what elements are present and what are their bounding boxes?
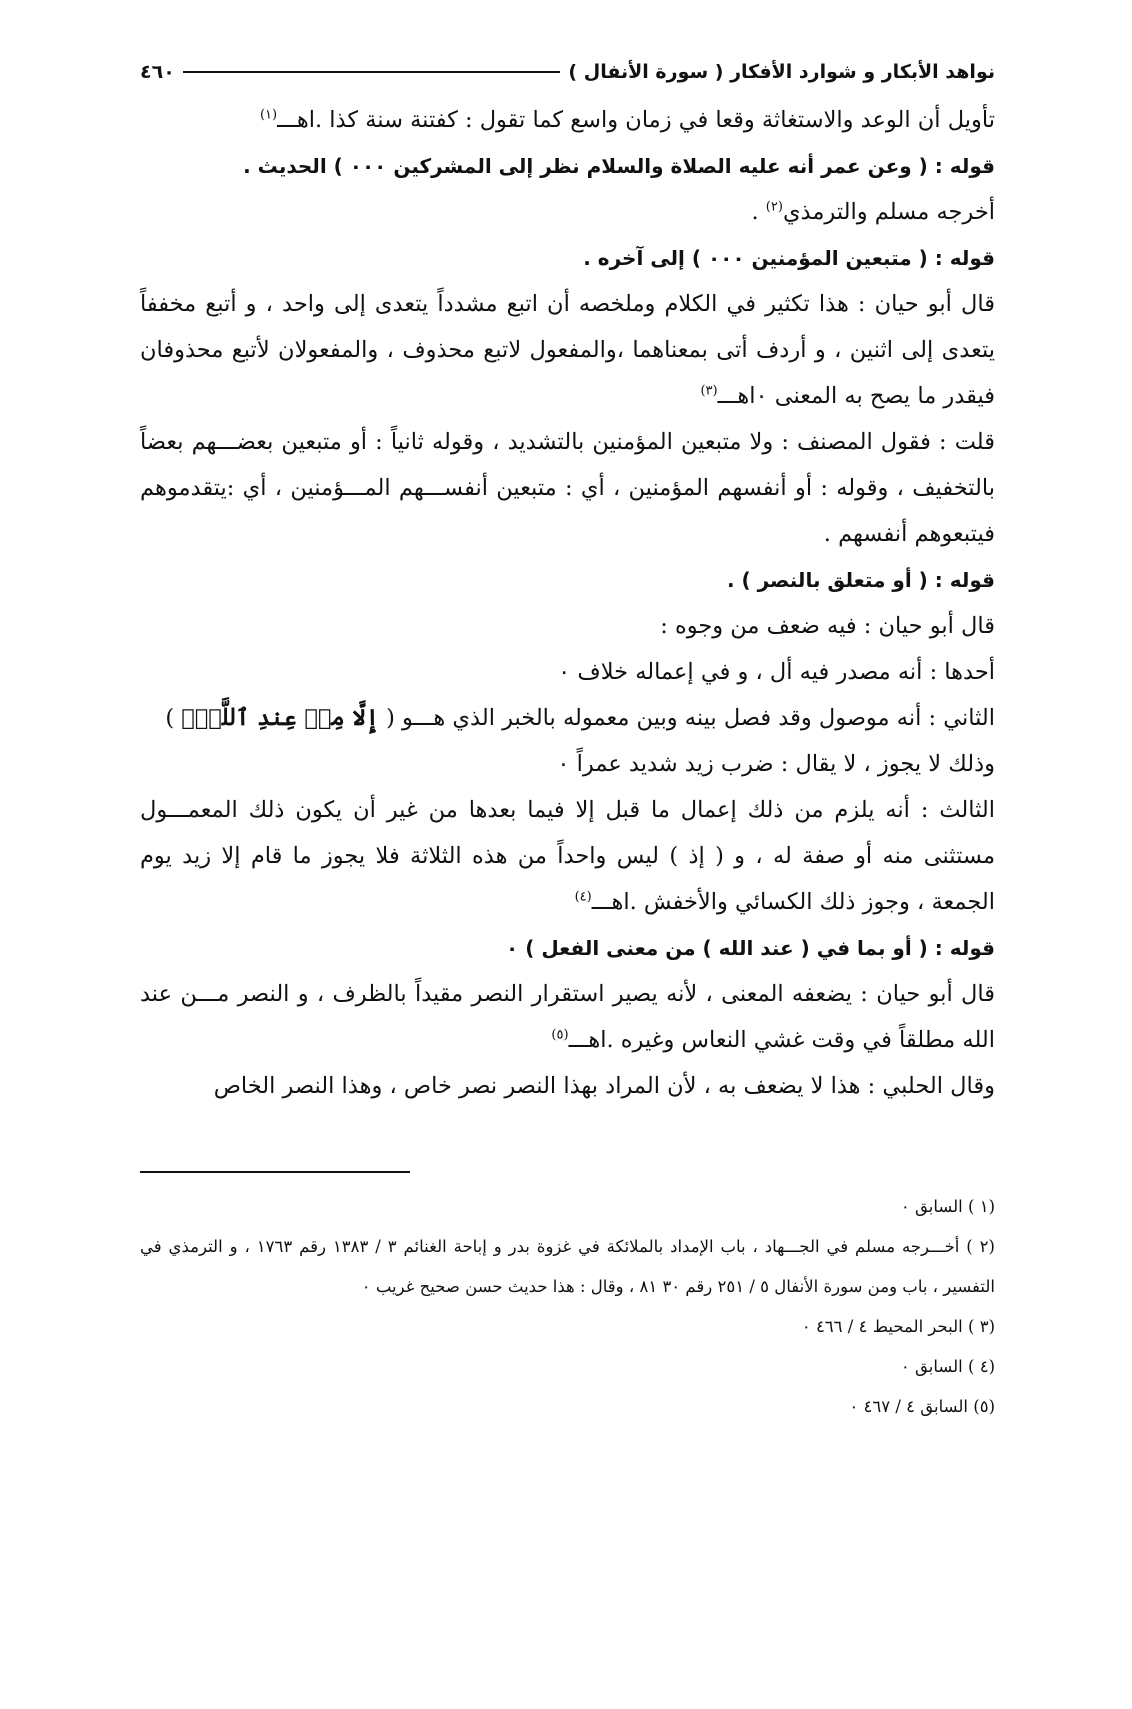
footnote: (٥) السابق ٤ / ٤٦٧ ٠ <box>849 1397 995 1416</box>
main-text <box>140 97 995 1109</box>
footnote-ref: (٥) <box>551 1027 569 1043</box>
header-title: نواهد الأبكار و شوارد الأفكار ( سورة الأنفال ) <box>568 61 995 83</box>
paragraph: قال أبو حيان : هذا تكثير في الكلام وملخصه أن اتبع مشدداً يتعدى إلى واحد ، و أتبع مخففاً يتعدى إلى اثنين ، و أردف أتى بمعناهما ،والمفعول لاتبع محذوف ، والمفعولان لأتبع محذوفان فيقدر ما يصح به المعنى ٠اهـــ$^{(٣)}$ <box>140 291 995 409</box>
text-line: أحدها : أنه مصدر فيه أل ، و في إعماله خلاف ٠ <box>558 659 995 685</box>
text-line: وذلك لا يجوز ، لا يقال : ضرب زيد شديد عمراً ٠ <box>557 751 995 777</box>
paragraph: قلت : فقول المصنف : ولا متبعين المؤمنين بالتشديد ، وقوله ثانياً : أو متبعين بعضـــهم بعضاً بالتخفيف ، وقوله : أو أنفسهم المؤمنين ، أي : متبعين أنفســـهم المـــؤمنين ، أي :يتقدموهم فيتبعوهم أنفسهم . <box>140 429 995 547</box>
commentary-heading: قوله : ( وعن عمر أنه عليه الصلاة والسلام نظر إلى المشركين ٠٠٠ ) الحديث . <box>243 154 995 178</box>
footnote-separator <box>140 1171 410 1173</box>
text-line: قال أبو حيان : فيه ضعف من وجوه : <box>660 613 995 639</box>
footnote-ref: (٢) <box>765 199 783 215</box>
text-line: الثاني : أنه موصول وقد فصل بينه وبين معموله بالخبر الذي هـــو ( إِلَّا مِنۡ عِندِ ٱللَّهِۚ ) <box>165 705 995 731</box>
footnote-separator-wrap <box>140 1109 995 1173</box>
paragraph: الثالث : أنه يلزم من ذلك إعمال ما قبل إلا فيما بعدها من غير أن يكون ذلك المعمـــول مستثنى منه أو صفة له ، و ( إذ ) ليس واحداً من هذه الثلاثة فلا يجوز ما قام إلا زيد يوم الجمعة ، وجوز ذلك الكسائي والأخفش .اهـــ$^{(٤)}$ <box>140 797 995 915</box>
footnote-ref: (١) <box>259 107 278 123</box>
commentary-heading: قوله : ( أو بما في ( عند الله ) من معنى الفعل ) ٠ <box>506 936 995 960</box>
book-page <box>140 55 995 1427</box>
footnote-ref: (٤) <box>574 889 592 905</box>
quran-quote: إِلَّا مِنۡ عِندِ ٱللَّهِۚ <box>181 705 379 731</box>
running-header <box>140 55 995 89</box>
footnote: (١ ) السابق ٠ <box>900 1197 995 1216</box>
commentary-heading: قوله : ( متبعين المؤمنين ٠٠٠ ) إلى آخره . <box>583 246 995 270</box>
paragraph: قال أبو حيان : يضعفه المعنى ، لأنه يصير استقرار النصر مقيداً بالظرف ، و النصر مـــن عند الله مطلقاً في وقت غشي النعاس وغيره .اهـــ$^{(٥)}$ <box>140 981 995 1053</box>
text-line: أخرجه مسلم والترمذي$^{(٢)}$ . <box>751 199 995 225</box>
footnote: (٢ ) أخـــرجه مسلم في الجـــهاد ، باب الإمداد بالملائكة في غزوة بدر و إباحة الغنائم ٣ / ١٣٨٣ رقم ١٧٦٣ ، و الترمذي في التفسير ، باب ومن سورة الأنفال ٥ / ٢٥١ رقم ٣٠ ٨١ ، وقال : هذا حديث حسن صحيح غريب ٠ <box>140 1237 995 1296</box>
text-line: تأويل أن الوعد والاستغاثة وقعا في زمان واسع كما تقول : كفتنة سنة كذا .اهـــ$^{(١)}$ <box>259 107 995 133</box>
page-number: ٤٦٠ <box>140 61 175 83</box>
footnote-ref: (٣) <box>700 383 718 399</box>
footnotes <box>140 1187 995 1427</box>
footnote: (٣ ) البحر المحيط ٤ / ٤٦٦ ٠ <box>801 1317 995 1336</box>
text-line: وقال الحلبي : هذا لا يضعف به ، لأن المراد بهذا النصر نصر خاص ، وهذا النصر الخاص <box>213 1073 995 1099</box>
commentary-heading: قوله : ( أو متعلق بالنصر ) . <box>726 568 995 592</box>
footnote: (٤ ) السابق ٠ <box>900 1357 995 1376</box>
header-rule <box>183 71 561 73</box>
